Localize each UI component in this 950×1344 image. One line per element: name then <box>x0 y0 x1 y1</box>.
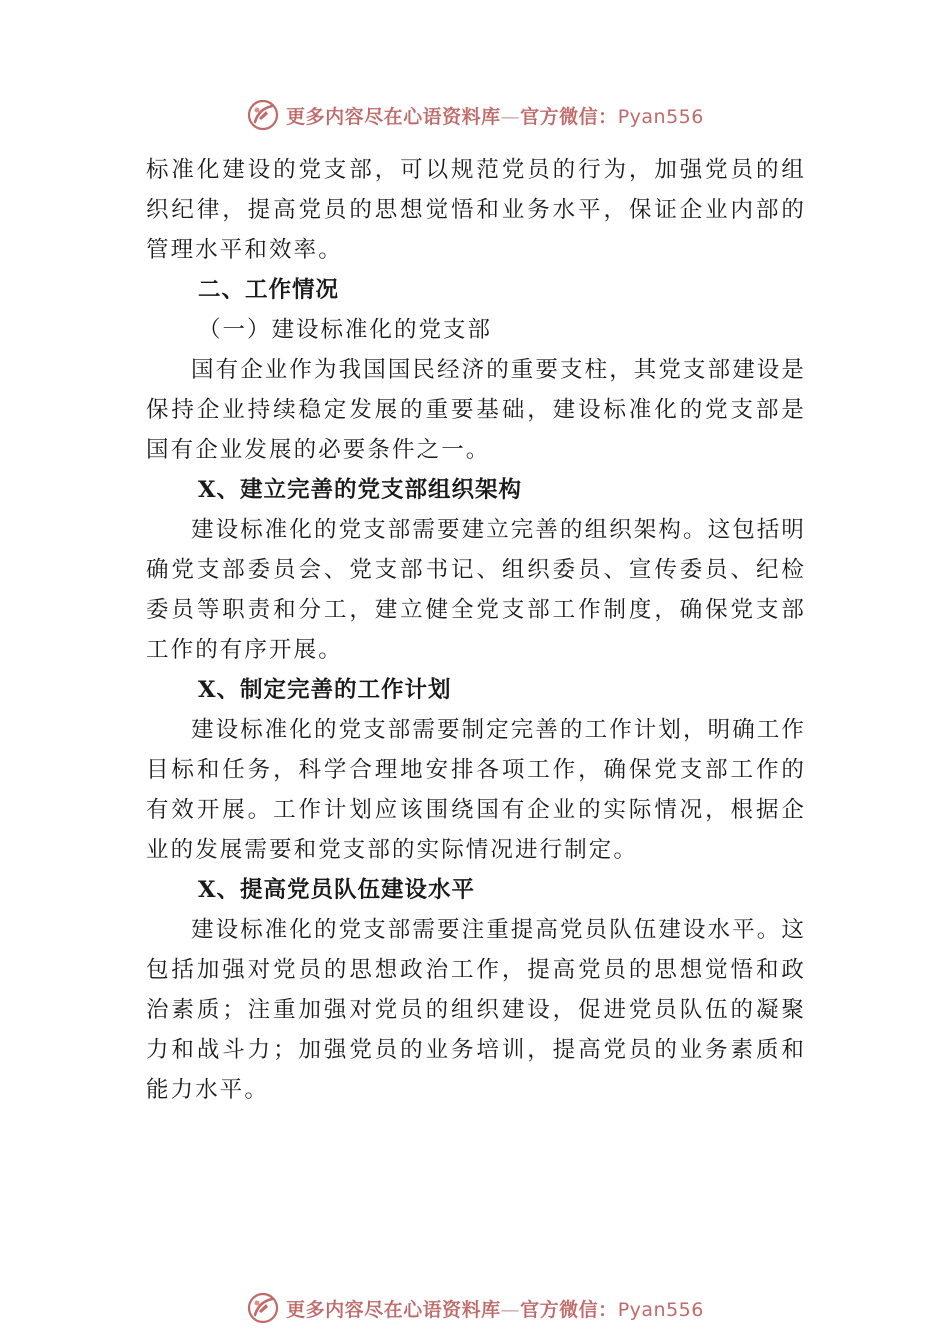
item-heading-team-building: X、提高党员队伍建设水平 <box>198 877 475 903</box>
watermark-official: 官方微信： <box>520 1298 618 1321</box>
watermark-footer <box>0 1288 950 1328</box>
brand-logo-icon <box>246 98 280 132</box>
watermark-text <box>286 1295 704 1322</box>
subsection-heading-standard-branch: （一）建设标准化的党支部 <box>198 317 493 343</box>
paragraph-team-building: 建设标准化的党支部需要注重提高党员队伍建设水平。这包括加强对党员的思想政治工作，提高党员的思想觉悟和政治素质；注重加强对党员的组织建设，促进党员队伍的凝聚力和战斗力；加强党员的业务培训，提高党员的业务素质和能力水平。 <box>146 917 807 1103</box>
watermark-official: 官方微信： <box>520 105 618 128</box>
watermark-text <box>286 102 704 129</box>
watermark-header <box>0 95 950 135</box>
paragraph-standard-branch: 国有企业作为我国国民经济的重要支柱，其党支部建设是保持企业持续稳定发展的重要基础，建设标准化的党支部是国有企业发展的必要条件之一。 <box>146 357 807 463</box>
watermark-account: Pyan556 <box>617 1298 704 1321</box>
watermark-account: Pyan556 <box>617 105 704 128</box>
item-heading-work-plan: X、制定完善的工作计划 <box>198 677 452 703</box>
paragraph-organization: 建设标准化的党支部需要建立完善的组织架构。这包括明确党支部委员会、党支部书记、组织委员、宣传委员、纪检委员等职责和分工，建立健全党支部工作制度，确保党支部工作的有序开展。 <box>146 517 807 663</box>
paragraph-work-plan: 建设标准化的党支部需要制定完善的工作计划，明确工作目标和任务，科学合理地安排各项工作，确保党支部工作的有效开展。工作计划应该围绕国有企业的实际情况，根据企业的发展需要和党支部的实际情况进行制定。 <box>146 717 807 863</box>
watermark-brand: 更多内容尽在心语资料库 <box>286 1298 501 1321</box>
watermark-separator: — <box>500 1298 521 1321</box>
paragraph-intro: 标准化建设的党支部，可以规范党员的行为，加强党员的组织纪律，提高党员的思想觉悟和业务水平，保证企业内部的管理水平和效率。 <box>146 157 806 263</box>
watermark-separator: — <box>500 105 521 128</box>
document-body <box>146 150 806 1110</box>
watermark-brand: 更多内容尽在心语资料库 <box>286 105 501 128</box>
section-heading-work-status: 二、工作情况 <box>198 277 340 303</box>
item-heading-organization: X、建立完善的党支部组织架构 <box>198 477 522 503</box>
brand-logo-icon <box>246 1291 280 1325</box>
